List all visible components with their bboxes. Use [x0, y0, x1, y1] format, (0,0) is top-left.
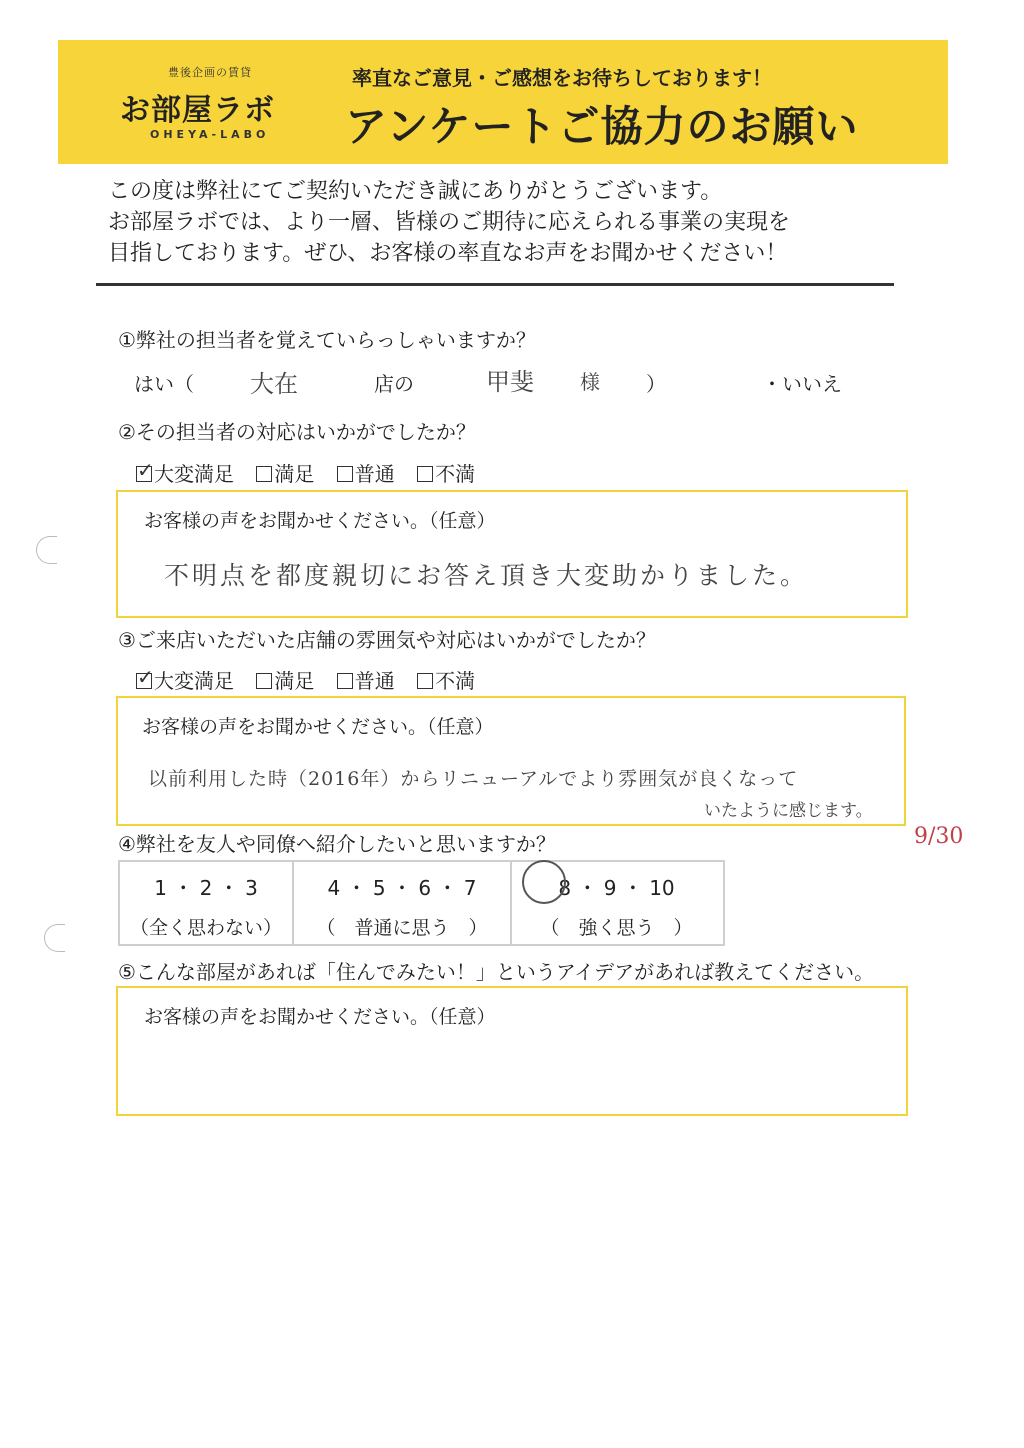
punch-hole-mark	[36, 536, 57, 564]
q3-option-neutral[interactable]: 普通	[337, 669, 395, 693]
scale-label: （ 普通に思う ）	[316, 917, 488, 939]
recommend-scale	[118, 860, 725, 946]
q2-option-dissatisfied[interactable]: 不満	[417, 462, 475, 486]
scale-label: （ 強く思う ）	[540, 917, 693, 939]
checkbox[interactable]	[337, 466, 353, 482]
q2-option-neutral[interactable]: 普通	[337, 462, 395, 486]
logo-tagline: 豊後企画の賃貸	[168, 66, 252, 79]
question-1: ①弊社の担当者を覚えていらっしゃいますか？	[118, 328, 536, 352]
scale-group-mid	[294, 862, 512, 944]
q1-staff-suffix: 様	[580, 370, 600, 394]
q2-options	[136, 458, 491, 487]
punch-hole-mark	[44, 924, 65, 952]
intro-line: お部屋ラボでは、より一層、皆様のご期待に応えられる事業の実現を	[108, 210, 791, 235]
intro-text	[108, 176, 790, 269]
question-2: ②その担当者の対応はいかがでしたか？	[118, 420, 476, 444]
q3-options	[136, 665, 491, 694]
q1-yes-label: はい（	[134, 372, 194, 396]
checkbox[interactable]	[417, 673, 433, 689]
q1-close-paren: ）	[646, 372, 666, 396]
page-title: アンケートご協力のお願い	[345, 102, 859, 151]
scale-numbers[interactable]: 8 ・ 9 ・ 10	[558, 876, 675, 900]
q1-staff-handwritten[interactable]: 甲斐	[486, 368, 534, 396]
q3-option-satisfied[interactable]: 満足	[256, 669, 314, 693]
divider	[96, 283, 894, 286]
scale-group-low	[120, 862, 294, 944]
q1-store-suffix: 店の	[374, 372, 414, 396]
question-4: ④弊社を友人や同僚へ紹介したいと思いますか？	[118, 832, 556, 856]
checkbox[interactable]	[256, 673, 272, 689]
checkbox-checked[interactable]	[136, 673, 152, 689]
date-note-handwritten: 9/30	[914, 824, 964, 849]
q3-comment-label: お客様の声をお聞かせください。（任意）	[142, 716, 494, 738]
question-3: ③ご来店いただいた店舗の雰囲気や対応はいかがでしたか？	[118, 628, 656, 652]
checkbox-checked[interactable]	[136, 466, 152, 482]
q2-option-satisfied[interactable]: 満足	[256, 462, 314, 486]
intro-line: この度は弊社にてご契約いただき誠にありがとうございます。	[108, 179, 723, 204]
q3-option-dissatisfied[interactable]: 不満	[417, 669, 475, 693]
logo: お部屋ラボ	[120, 93, 275, 128]
question-5: ⑤こんな部屋があれば「住んでみたい！」というアイデアがあれば教えてください。	[118, 960, 875, 984]
checkbox[interactable]	[417, 466, 433, 482]
q3-option-very-satisfied[interactable]: ✓大変満足	[136, 669, 234, 693]
q1-store-handwritten[interactable]: 大在	[250, 370, 298, 398]
checkbox[interactable]	[337, 673, 353, 689]
q5-comment-label: お客様の声をお聞かせください。（任意）	[144, 1006, 496, 1028]
scale-label: （全く思わない）	[129, 917, 282, 939]
logo-sub: OHEYA-LABO	[150, 128, 270, 141]
intro-line: 目指しております。ぜひ、お客様の率直なお声をお聞かせください！	[108, 241, 788, 266]
q1-no-option[interactable]: ・いいえ	[762, 372, 842, 396]
q3-comment-handwritten-line2: いたように感じます。	[704, 801, 873, 821]
scale-numbers[interactable]: 1 ・ 2 ・ 3	[154, 876, 258, 900]
q2-comment-handwritten: 不明点を都度親切にお答え頂き大変助かりました。	[164, 561, 809, 590]
header-subtitle: 率直なご意見・ご感想をお待ちしております！	[352, 66, 772, 90]
selected-score-circle	[522, 860, 566, 904]
q2-option-very-satisfied[interactable]: ✓大変満足	[136, 462, 234, 486]
scale-numbers[interactable]: 4 ・ 5 ・ 6 ・ 7	[327, 876, 477, 900]
checkbox[interactable]	[256, 466, 272, 482]
q3-comment-handwritten-line1: 以前利用した時（2016年）からリニューアルでより雰囲気が良くなって	[148, 768, 799, 790]
q2-comment-label: お客様の声をお聞かせください。（任意）	[144, 510, 496, 532]
